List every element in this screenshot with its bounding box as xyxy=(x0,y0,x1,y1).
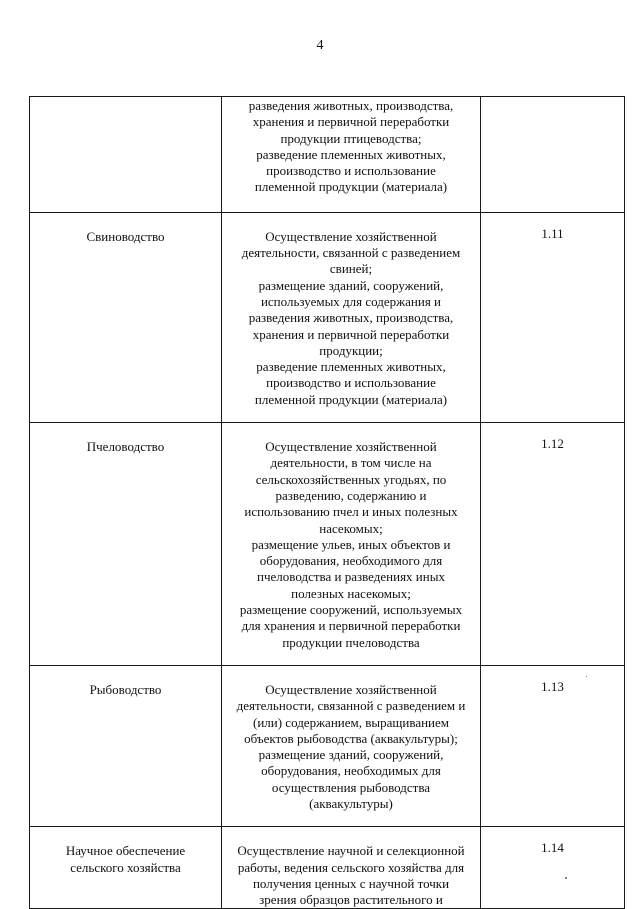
description-line: пчеловодства и разведениях иных xyxy=(257,569,445,585)
description-line: продукции пчеловодства xyxy=(282,634,420,650)
code-value: 1.12 xyxy=(541,436,564,452)
description-line: продукции; xyxy=(319,342,383,358)
description-line: разведения животных, производства, xyxy=(248,98,454,113)
description-line: деятельности, связанной с разведением и xyxy=(236,698,466,714)
description-line: использованию пчел и иных полезных xyxy=(244,504,458,520)
description-line: хранения и первичной переработки xyxy=(252,114,450,130)
use-type-cell xyxy=(30,665,222,826)
description-line: (или) содержанием, выращиванием xyxy=(252,714,449,730)
description-line: полезных насекомых; xyxy=(291,585,411,601)
code-cell xyxy=(481,423,625,666)
description-cell xyxy=(222,212,481,422)
description-cell xyxy=(222,827,481,909)
description-cell xyxy=(222,665,481,826)
description-line: деятельности, в том числе на xyxy=(270,455,432,471)
table-row xyxy=(30,212,625,422)
description-line: племенной продукции (материала) xyxy=(254,391,448,407)
description-line: зрения образцов растительного и xyxy=(259,892,443,908)
code-value: 1.14 xyxy=(541,840,564,856)
description-line: разведения животных, производства, xyxy=(248,310,454,326)
scan-speck xyxy=(586,676,587,677)
table-row xyxy=(30,423,625,666)
use-type-name: Пчеловодство xyxy=(86,439,165,455)
code-cell xyxy=(481,827,625,909)
use-type-cell xyxy=(30,212,222,422)
use-type-name: сельского хозяйства xyxy=(70,859,181,875)
use-type-name: Научное обеспечение xyxy=(65,843,186,859)
description-line: Осуществление хозяйственной xyxy=(265,228,437,244)
description-line: племенной продукции (материала) xyxy=(254,179,448,195)
description-cell xyxy=(222,97,481,213)
use-type-cell xyxy=(30,97,222,213)
land-use-table xyxy=(29,96,625,909)
description-line: производство и использование xyxy=(266,375,436,391)
use-type-name: Свиноводство xyxy=(86,228,165,244)
description-line: размещение зданий, сооружений, xyxy=(258,277,444,293)
description-line: продукции птицеводства; xyxy=(280,130,422,146)
description-line: размещение зданий, сооружений, xyxy=(258,747,444,763)
use-type-cell xyxy=(30,827,222,909)
description-line: используемых для содержания и xyxy=(260,293,442,309)
use-type-cell xyxy=(30,423,222,666)
description-line: оборудования, необходимого для xyxy=(259,553,443,569)
description-line: производство и использование xyxy=(266,163,436,179)
description-line: деятельности, связанной с разведением xyxy=(241,245,461,261)
description-line: оборудования, необходимых для xyxy=(261,763,441,779)
table-row xyxy=(30,827,625,909)
description-line: Осуществление научной и селекционной xyxy=(237,843,465,859)
description-line: разведение племенных животных, xyxy=(256,359,446,375)
description-line: осуществления рыбоводства xyxy=(271,779,431,795)
description-line: размещение ульев, иных объектов и xyxy=(251,536,451,552)
description-line: сельскохозяйственных угодьях, по xyxy=(255,471,447,487)
description-line: (аквакультуры) xyxy=(309,795,393,811)
code-value: 1.13 xyxy=(541,678,564,694)
description-line: для хранения и первичной переработки xyxy=(241,618,461,634)
description-line: хранения и первичной переработки xyxy=(252,326,450,342)
description-line: насекомых; xyxy=(319,520,383,536)
description-line: объектов рыбоводства (аквакультуры); xyxy=(244,730,458,746)
description-line: разведению, содержанию и xyxy=(275,487,427,503)
description-cell xyxy=(222,423,481,666)
page-number: 4 xyxy=(316,38,324,53)
table-row xyxy=(30,665,625,826)
scan-speck xyxy=(565,877,567,879)
description-line: размещение сооружений, используемых xyxy=(239,602,463,618)
description-line: Осуществление хозяйственной xyxy=(265,439,437,455)
code-cell xyxy=(481,97,625,213)
code-cell xyxy=(481,212,625,422)
use-type-name: Рыбоводство xyxy=(89,681,162,697)
code-value: 1.11 xyxy=(541,225,564,241)
description-line: Осуществление хозяйственной xyxy=(265,681,437,697)
description-line: работы, ведения сельского хозяйства для xyxy=(237,859,465,875)
description-line: получения ценных с научной точки xyxy=(252,875,450,891)
table-row xyxy=(30,97,625,213)
description-line: разведение племенных животных, xyxy=(256,146,446,162)
code-cell xyxy=(481,665,625,826)
description-line: свиней; xyxy=(329,261,373,277)
